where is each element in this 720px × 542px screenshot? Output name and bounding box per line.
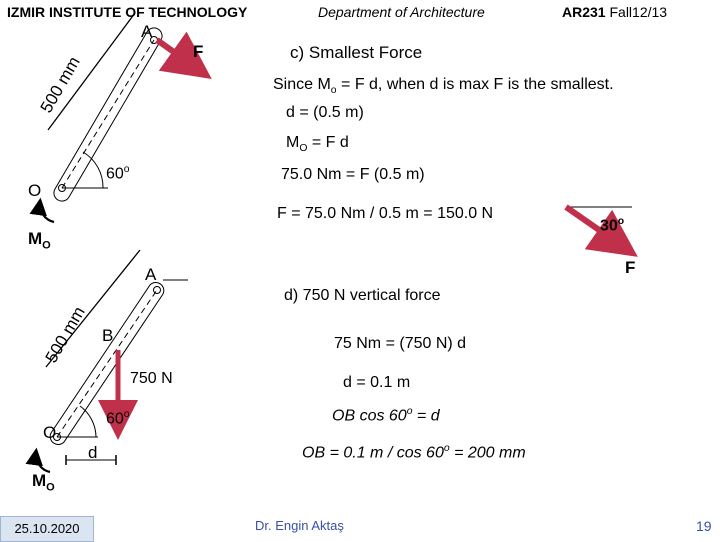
diagram1-point-a-label: A [141, 22, 153, 41]
footer-author: Dr. Engin Aktaş [255, 518, 344, 533]
diagram1-angle-label [106, 164, 130, 183]
part-c-line2: d = (0.5 m) [286, 104, 364, 121]
diagram1-force-label: F [193, 42, 204, 61]
diagram1-angle-degree: o [123, 164, 130, 175]
diagram1-moment-subscript: O [42, 239, 51, 252]
part-d-eq4-suffix: = 200 mm [449, 444, 526, 462]
diagram1-point-o-label: O [28, 181, 42, 200]
diagram2-angle-arc [80, 406, 96, 437]
part-d-eq4-degree: o [443, 443, 450, 454]
part-d-eq3-degree: o [406, 406, 413, 417]
diagram1-moment-symbol: M [28, 229, 43, 248]
part-c-eq1-suffix: = F d [307, 134, 349, 151]
diagram2-angle-value: 60 [106, 410, 124, 428]
diagram2-point-o-label: O [43, 423, 57, 442]
part-c-eq1-subscript: O [299, 143, 308, 155]
part-c-line1 [273, 76, 614, 96]
part-c-eq1 [286, 134, 349, 154]
diagram2-point-a-label: A [145, 265, 157, 284]
part-d-eq3-suffix: = d [412, 407, 440, 425]
diagram1-angle-arc [83, 152, 103, 188]
diagram2-moment-label [32, 471, 55, 493]
part-c-line1-prefix: Since M [273, 76, 331, 93]
footer-date: 25.10.2020 [0, 516, 94, 542]
diagram2-angle-degree: o [123, 409, 130, 420]
diagram1-length-label: 500 mm [36, 53, 84, 117]
force-sketch-angle-label [600, 216, 624, 235]
part-c-line1-subscript: o [330, 85, 337, 97]
diagram2-moment-subscript: O [46, 481, 55, 494]
force-sketch-angle-value: 30 [600, 217, 618, 235]
part-d-eq4 [302, 443, 526, 462]
page-number: 19 [696, 518, 712, 534]
part-d-eq3 [332, 406, 440, 425]
diagram2-force-label: 750 N [130, 370, 173, 387]
diagram2-angle-label [106, 409, 130, 428]
department-name: Department of Architecture [318, 4, 485, 20]
term: Fall12/13 [609, 4, 668, 20]
course-code: AR231 [562, 4, 606, 20]
part-c-eq3: F = 75.0 Nm / 0.5 m = 150.0 N [277, 205, 494, 222]
part-c-eq1-prefix: M [286, 134, 300, 151]
part-d-title: d) 750 N vertical force [284, 287, 441, 304]
diagram2-length-label: 500 mm [41, 303, 89, 367]
diagram2-distance-label: d [88, 443, 98, 462]
diagram1-moment-label [28, 229, 51, 251]
diagram2-moment-symbol: M [32, 471, 47, 490]
force-sketch-force-label: F [625, 258, 636, 277]
part-c-line1-suffix: = F d, when d is max F is the smallest. [336, 76, 614, 93]
part-d-eq4-prefix: OB = 0.1 m / cos 60 [302, 444, 444, 462]
force-sketch-angle-degree: o [617, 216, 625, 227]
part-c-eq2: 75.0 Nm = F (0.5 m) [281, 166, 425, 183]
part-d-eq3-prefix: OB cos 60 [332, 407, 407, 425]
diagram2-point-b-label: B [102, 326, 114, 345]
diagram1-moment-arrow [40, 202, 54, 222]
part-c-title: c) Smallest Force [290, 43, 423, 62]
institute-name: IZMIR INSTITUTE OF TECHNOLOGY [7, 4, 248, 20]
part-d-eq2: d = 0.1 m [343, 374, 411, 391]
part-d-eq1: 75 Nm = (750 N) d [334, 335, 467, 352]
diagram1-angle-value: 60 [106, 165, 124, 183]
diagram2-moment-arrow [36, 452, 50, 472]
